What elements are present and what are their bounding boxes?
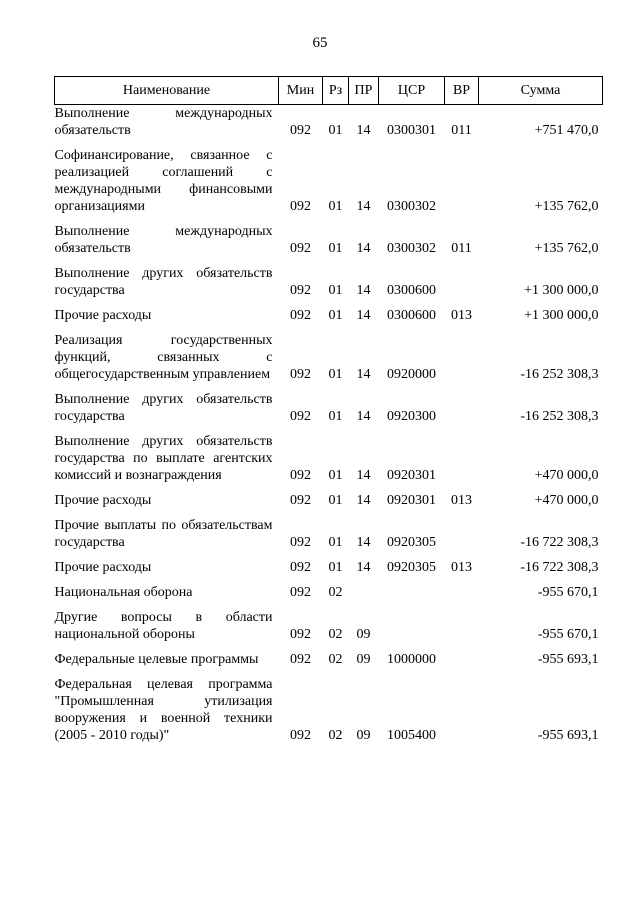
table-row [55,676,603,752]
table-row [55,265,603,307]
header-min: Мин [279,77,323,105]
table-row [55,492,603,517]
row-vr: 013 [451,493,472,508]
row-min: 092 [290,241,311,256]
row-min: 092 [290,308,311,323]
row-rz: 01 [328,199,343,214]
row-name: Другие вопросы в области национальной обороны [54,610,273,642]
table-row [55,584,603,609]
row-name: Федеральные целевые программы [54,652,259,667]
row-name: Выполнение международных обязательств [54,106,273,138]
row-pr: 14 [356,535,371,550]
row-rz: 01 [328,493,343,508]
table-row [55,559,603,584]
row-csr: 0920000 [387,367,436,382]
row-sum: -955 693,1 [537,652,599,667]
row-vr: 011 [451,123,472,138]
row-sum: +1 300 000,0 [524,283,599,298]
row-vr [445,265,479,307]
row-csr: 1005400 [387,728,436,743]
header-sum: Сумма [479,77,603,105]
row-name: Реализация государственных функций, связанных с общегосударственным управлением [54,333,273,382]
row-pr: 14 [356,560,371,575]
row-min: 092 [290,367,311,382]
row-vr: 011 [451,241,472,256]
table-row [55,223,603,265]
page-number: 65 [312,35,328,51]
row-pr: 14 [356,493,371,508]
row-csr: 0920301 [387,468,436,483]
row-pr: 14 [356,409,371,424]
row-vr: 013 [451,560,472,575]
row-name: Прочие расходы [54,308,152,323]
row-vr [445,584,479,609]
row-sum: -16 252 308,3 [520,409,599,424]
row-sum: -16 722 308,3 [520,560,599,575]
row-pr: 14 [356,367,371,382]
header-rz: Рз [323,77,349,105]
row-name: Федеральная целевая программа "Промышленная утилизация вооружения и военной техники (2005 - 2010 годы)" [54,677,273,743]
row-name: Выполнение международных обязательств [54,224,273,256]
row-name: Софинансирование, связанное с реализацией соглашений с международными финансовыми организациями [54,148,273,214]
table-row [55,433,603,492]
row-pr: 14 [356,283,371,298]
header-csr: ЦСР [379,77,445,105]
row-sum: +135 762,0 [534,199,599,214]
row-name: Прочие расходы [54,493,152,508]
row-sum: +751 470,0 [534,123,599,138]
row-pr [349,584,379,609]
row-min: 092 [290,535,311,550]
row-vr [445,433,479,492]
row-pr: 14 [356,199,371,214]
header-vr: ВР [445,77,479,105]
budget-table [54,76,603,752]
row-pr: 14 [356,308,371,323]
row-min: 092 [290,283,311,298]
row-vr [445,676,479,752]
row-vr [445,609,479,651]
table-row [55,517,603,559]
row-csr: 0300600 [387,283,436,298]
header-pr: ПР [349,77,379,105]
header-name: Наименование [55,77,279,105]
row-rz: 01 [328,468,343,483]
row-vr [445,517,479,559]
row-sum: +470 000,0 [534,493,599,508]
row-vr: 013 [451,308,472,323]
row-min: 092 [290,199,311,214]
row-rz: 01 [328,283,343,298]
row-csr [379,584,445,609]
table-body [55,105,603,753]
row-sum: -16 722 308,3 [520,535,599,550]
row-csr [379,609,445,651]
table-row [55,147,603,223]
row-pr: 09 [356,627,371,642]
table-row [55,307,603,332]
row-sum: +1 300 000,0 [524,308,599,323]
row-csr: 0920305 [387,535,436,550]
row-pr: 14 [356,241,371,256]
row-pr: 09 [356,728,371,743]
row-sum: -955 693,1 [537,728,599,743]
row-vr [445,147,479,223]
row-rz: 01 [328,560,343,575]
row-name: Выполнение других обязательств государства по выплате агентских комиссий и вознаграждения [54,434,273,483]
row-pr: 09 [356,652,371,667]
row-csr: 0300600 [387,308,436,323]
row-csr: 0920305 [387,560,436,575]
row-name: Национальная оборона [54,585,193,600]
row-rz: 01 [328,308,343,323]
row-name: Прочие расходы [54,560,152,575]
row-min: 092 [290,728,311,743]
table-row [55,105,603,148]
row-name: Выполнение других обязательств государства [54,392,273,424]
table-header [55,77,603,105]
row-sum: -16 252 308,3 [520,367,599,382]
row-pr: 14 [356,468,371,483]
row-rz: 01 [328,535,343,550]
row-sum: -955 670,1 [537,585,599,600]
row-min: 092 [290,585,311,600]
row-min: 092 [290,560,311,575]
row-rz: 02 [328,652,343,667]
row-csr: 0300302 [387,241,436,256]
row-rz: 02 [328,627,343,642]
row-rz: 02 [328,728,343,743]
row-min: 092 [290,123,311,138]
row-min: 092 [290,468,311,483]
table-row [55,391,603,433]
row-vr [445,391,479,433]
row-rz: 01 [328,123,343,138]
row-pr: 14 [356,123,371,138]
table-row [55,609,603,651]
row-sum: -955 670,1 [537,627,599,642]
row-min: 092 [290,627,311,642]
table-row [55,651,603,676]
row-csr: 0300301 [387,123,436,138]
row-vr [445,651,479,676]
row-name: Выполнение других обязательств государства [54,266,273,298]
row-rz: 01 [328,409,343,424]
row-sum: +470 000,0 [534,468,599,483]
row-vr [445,332,479,391]
row-min: 092 [290,652,311,667]
row-sum: +135 762,0 [534,241,599,256]
row-rz: 02 [328,585,343,600]
row-min: 092 [290,409,311,424]
row-name: Прочие выплаты по обязательствам государства [54,518,273,550]
row-csr: 0300302 [387,199,436,214]
row-min: 092 [290,493,311,508]
row-csr: 0920301 [387,493,436,508]
row-csr: 0920300 [387,409,436,424]
table-row [55,332,603,391]
row-rz: 01 [328,241,343,256]
row-csr: 1000000 [387,652,436,667]
row-rz: 01 [328,367,343,382]
